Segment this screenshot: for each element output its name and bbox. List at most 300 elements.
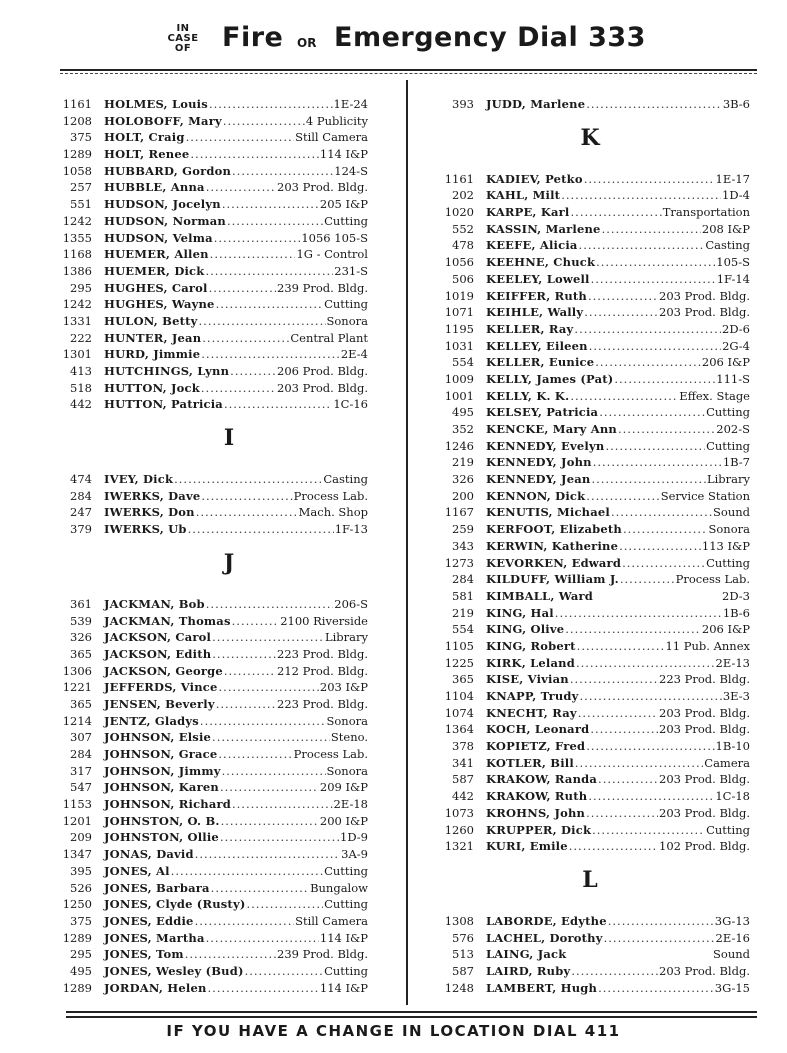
person-name: HUEMER, Dick — [104, 263, 205, 278]
location-text: Camera — [704, 755, 750, 770]
location-text: 203 Prod. Bldg. — [659, 305, 750, 320]
directory-entry — [440, 655, 750, 672]
extension-number: 317 — [70, 763, 92, 778]
extension-number: 209 — [70, 830, 92, 845]
extension-number: 551 — [70, 197, 92, 212]
person-name: JACKMAN, Bob — [104, 596, 205, 611]
person-name: HUDSON, Norman — [104, 213, 226, 228]
directory-entry — [58, 896, 368, 913]
directory-entry — [440, 771, 750, 788]
location-text: Sound — [713, 505, 750, 520]
location-text: 2E-16 — [715, 930, 750, 945]
extension-number: 375 — [70, 130, 92, 145]
leader-dots — [586, 805, 658, 822]
extension-number: 1289 — [62, 930, 92, 945]
location-text: Transportation — [662, 205, 750, 220]
extension-number: 1073 — [444, 805, 474, 820]
footer-rule — [66, 1011, 757, 1013]
directory-entry — [58, 113, 368, 130]
extension-number: 202 — [452, 188, 474, 203]
leader-dots — [185, 946, 276, 963]
directory-entry — [58, 488, 368, 505]
location-text: 1B-7 — [722, 455, 750, 470]
location-text: 223 Prod. Bldg. — [277, 696, 368, 711]
location-text: 209 I&P — [319, 780, 368, 795]
person-name: JUDD, Marlene — [486, 97, 586, 111]
leader-dots — [588, 288, 658, 305]
leader-dots — [201, 380, 276, 397]
person-name: JONES, Barbara — [104, 880, 210, 895]
leader-dots — [589, 338, 721, 355]
location-text: 2100 Riverside — [280, 613, 368, 628]
location-text: 203 Prod. Bldg. — [277, 180, 368, 195]
directory-entry — [58, 313, 368, 330]
directory-entry — [58, 863, 368, 880]
location-text: 1G - Control — [296, 247, 368, 262]
leader-dots — [584, 304, 658, 321]
directory-entry — [440, 605, 750, 622]
directory-entry — [58, 96, 368, 113]
leader-dots — [596, 254, 715, 271]
location-text: 203 Prod. Bldg. — [659, 705, 750, 720]
extension-number: 365 — [70, 646, 92, 661]
directory-entry — [440, 96, 750, 113]
person-name: KASSIN, Marlene — [486, 221, 601, 236]
person-name: HOLT, Renee — [104, 147, 190, 162]
leader-dots — [608, 913, 714, 930]
leader-dots — [206, 930, 319, 947]
leader-dots — [571, 204, 662, 221]
location-text: Cutting — [324, 963, 368, 978]
extension-number: 1386 — [62, 263, 92, 278]
person-name: JOHNSTON, O. B. — [104, 813, 220, 828]
leader-dots — [171, 863, 323, 880]
location-text: 3A-9 — [341, 847, 368, 862]
location-text: 203 Prod. Bldg. — [659, 772, 750, 787]
extension-number: 1214 — [62, 713, 92, 728]
location-text: Casting — [705, 238, 750, 253]
leader-dots — [201, 488, 292, 505]
person-name: HUEMER, Allen — [104, 247, 209, 262]
header-rule-dashed — [60, 73, 757, 74]
location-text: 231-S — [334, 263, 368, 278]
extension-number: 526 — [70, 880, 92, 895]
leader-dots — [595, 354, 701, 371]
location-text: Mach. Shop — [298, 505, 368, 520]
leader-dots — [605, 438, 705, 455]
leader-dots — [220, 779, 319, 796]
directory-entry — [58, 196, 368, 213]
leader-dots — [195, 913, 295, 930]
person-name: KOCH, Leonard — [486, 722, 590, 737]
leader-dots — [586, 738, 714, 755]
person-name: KOTLER, Bill — [486, 755, 574, 770]
location-text: Cutting — [706, 438, 750, 453]
person-name: KEEFE, Alicia — [486, 238, 578, 253]
person-name: KEIHLE, Wally — [486, 305, 584, 320]
section-letter: I — [223, 425, 235, 452]
extension-number: 552 — [452, 221, 474, 236]
leader-dots — [623, 521, 708, 538]
directory-entry — [58, 596, 368, 613]
extension-number: 1355 — [62, 230, 92, 245]
person-name: LACHEL, Dorothy — [486, 930, 603, 945]
extension-number: 1321 — [444, 839, 474, 854]
leader-dots — [586, 96, 722, 113]
extension-number: 365 — [452, 672, 474, 687]
leader-dots — [588, 788, 714, 805]
person-name: HUGHES, Carol — [104, 280, 208, 295]
directory-entry — [440, 838, 750, 855]
directory-entry — [58, 280, 368, 297]
person-name: KURI, Emile — [486, 839, 568, 854]
location-text: 203 Prod. Bldg. — [277, 380, 368, 395]
location-text: 3G-13 — [714, 913, 750, 928]
location-text: 114 I&P — [319, 147, 368, 162]
leader-dots — [580, 688, 722, 705]
location-text: 1D-4 — [722, 188, 750, 203]
leader-dots — [212, 729, 330, 746]
location-text: Cutting — [324, 213, 368, 228]
directory-entry — [58, 779, 368, 796]
directory-entry — [440, 204, 750, 221]
person-name: HULON, Betty — [104, 313, 198, 328]
location-text: 202-S — [716, 422, 750, 436]
leader-dots — [209, 280, 276, 297]
directory-entry — [440, 822, 750, 839]
extension-number: 365 — [70, 696, 92, 711]
person-name: KING, Robert — [486, 638, 576, 653]
directory-entry — [58, 813, 368, 830]
directory-entry — [440, 538, 750, 555]
extension-number: 1031 — [444, 338, 474, 353]
location-text: 203 Prod. Bldg. — [659, 288, 750, 303]
directory-entry — [58, 296, 368, 313]
directory-entry — [58, 829, 368, 846]
person-name: HOLT, Craig — [104, 130, 185, 145]
directory-entry — [440, 237, 750, 254]
leader-dots — [216, 696, 276, 713]
leader-dots — [216, 296, 324, 313]
location-text: 223 Prod. Bldg. — [659, 672, 750, 687]
location-text: Sonora — [326, 313, 368, 328]
location-text: 113 I&P — [701, 538, 750, 553]
leader-dots — [195, 846, 340, 863]
location-text: 105-S — [716, 255, 750, 270]
extension-number: 257 — [70, 180, 92, 195]
directory-entry — [440, 571, 750, 588]
location-text: 102 Prod. Bldg. — [659, 839, 750, 854]
section-letter: J — [223, 549, 235, 576]
location-text: 223 Prod. Bldg. — [277, 646, 368, 661]
location-text: Cutting — [706, 405, 750, 420]
extension-number: 1161 — [62, 97, 92, 111]
leader-dots — [201, 346, 340, 363]
location-text: Steno. — [330, 730, 368, 745]
extension-number: 395 — [70, 863, 92, 878]
leader-dots — [224, 663, 276, 680]
extension-number: 1221 — [62, 680, 92, 695]
directory-entry — [58, 946, 368, 963]
leader-dots — [565, 621, 701, 638]
leader-dots — [205, 263, 333, 280]
location-text: 1C-18 — [715, 789, 750, 804]
leader-dots — [570, 671, 658, 688]
extension-number: 259 — [452, 522, 474, 537]
person-name: JONES, Eddie — [104, 913, 194, 928]
leader-dots — [223, 113, 305, 130]
location-text: 203 Prod. Bldg. — [659, 963, 750, 978]
directory-entry — [440, 980, 750, 997]
case-text: CASE — [167, 33, 199, 44]
directory-entry — [440, 221, 750, 238]
person-name: HUBBARD, Gordon — [104, 163, 232, 178]
section-letter: L — [582, 866, 598, 893]
leader-dots — [590, 721, 658, 738]
leader-dots — [224, 396, 332, 413]
location-text: 203 I&P — [319, 680, 368, 695]
location-text: 206-S — [334, 596, 368, 611]
person-name: HUNTER, Jean — [104, 330, 202, 345]
directory-entry — [440, 930, 750, 947]
person-name: JONAS, David — [104, 847, 194, 862]
location-text: 2D-6 — [722, 321, 750, 336]
person-name: KILDUFF, William J. — [486, 572, 619, 587]
location-text: Sonora — [326, 713, 368, 728]
extension-number: 307 — [70, 730, 92, 745]
leader-dots — [570, 388, 678, 405]
leader-dots — [622, 555, 705, 572]
extension-number: 554 — [452, 622, 474, 637]
leader-dots — [576, 655, 715, 672]
directory-entry — [440, 304, 750, 321]
directory-entry — [440, 705, 750, 722]
emergency-title: Emergency Dial 333 — [334, 22, 646, 53]
directory-entry — [440, 755, 750, 772]
leader-dots — [561, 187, 721, 204]
directory-entry — [440, 338, 750, 355]
extension-number: 1225 — [444, 655, 474, 670]
person-name: KROHNS, John — [486, 805, 586, 820]
directory-entry — [58, 913, 368, 930]
directory-entry — [440, 354, 750, 371]
person-name: KELLER, Eunice — [486, 355, 595, 370]
location-text: 205 I&P — [319, 197, 368, 212]
leader-dots — [584, 171, 715, 188]
location-text: Cutting — [706, 822, 750, 837]
directory-entry — [440, 504, 750, 521]
directory-entry — [440, 471, 750, 488]
extension-number: 343 — [452, 538, 474, 553]
directory-entry — [58, 796, 368, 813]
directory-entry — [58, 880, 368, 897]
location-text: Library — [706, 472, 750, 487]
header-rule — [60, 69, 757, 71]
extension-number: 361 — [70, 596, 92, 611]
person-name: HUTTON, Jock — [104, 380, 200, 395]
directory-entry — [440, 588, 750, 605]
location-text: Process Lab. — [293, 488, 368, 503]
person-name: JACKSON, Edith — [104, 646, 212, 661]
person-name: IWERKS, Ub — [104, 522, 187, 537]
person-name: KAHL, Milt — [486, 188, 561, 203]
person-name: JACKSON, George — [104, 663, 223, 678]
person-name: KADIEV, Petko — [486, 171, 583, 186]
location-text: 1B-10 — [715, 739, 750, 754]
location-text: 2D-3 — [722, 588, 750, 603]
person-name: JEFFERDS, Vince — [104, 680, 218, 695]
directory-entry — [440, 187, 750, 204]
leader-dots — [598, 980, 714, 997]
location-text: 114 I&P — [319, 930, 368, 945]
directory-entry — [58, 663, 368, 680]
directory-entry — [440, 421, 750, 438]
location-text: Still Camera — [295, 913, 368, 928]
person-name: HUBBLE, Anna — [104, 180, 205, 195]
left-directory-column — [58, 96, 368, 996]
leader-dots — [214, 230, 301, 247]
extension-number: 547 — [70, 780, 92, 795]
location-text: 3B-6 — [722, 97, 750, 111]
extension-number: 1168 — [62, 247, 92, 262]
extension-number: 1020 — [444, 205, 474, 220]
location-text: Casting — [323, 472, 368, 487]
directory-entry — [58, 129, 368, 146]
page-header — [0, 18, 787, 62]
location-text: Cutting — [324, 897, 368, 912]
leader-dots — [202, 330, 289, 347]
extension-number: 576 — [452, 930, 474, 945]
location-text: 206 I&P — [701, 355, 750, 370]
directory-entry — [440, 321, 750, 338]
person-name: KIMBALL, Ward — [486, 588, 593, 603]
directory-entry — [440, 913, 750, 930]
person-name: KISE, Vivian — [486, 672, 569, 687]
person-name: JONES, Al — [104, 863, 170, 878]
extension-number: 1248 — [444, 980, 474, 995]
extension-number: 1289 — [62, 147, 92, 162]
leader-dots — [200, 713, 326, 730]
person-name: IWERKS, Dave — [104, 488, 201, 503]
location-text: 208 I&P — [701, 221, 750, 236]
directory-entry — [440, 404, 750, 421]
leader-dots — [571, 963, 658, 980]
directory-entry — [58, 980, 368, 997]
extension-number: 1167 — [444, 505, 474, 520]
person-name: JENTZ, Gladys — [104, 713, 199, 728]
extension-number: 587 — [452, 772, 474, 787]
leader-dots — [602, 221, 701, 238]
extension-number: 1289 — [62, 980, 92, 995]
directory-entry — [58, 930, 368, 947]
directory-entry — [440, 621, 750, 638]
column-divider — [406, 80, 408, 1005]
location-text: 1E-17 — [715, 171, 750, 186]
location-text: Process Lab. — [293, 747, 368, 761]
leader-dots — [188, 521, 334, 538]
person-name: LAIRD, Ruby — [486, 963, 571, 978]
in-text: IN — [176, 23, 190, 34]
location-text: Sound — [713, 947, 750, 962]
or-word: OR — [297, 36, 317, 50]
leader-dots — [222, 763, 326, 780]
leader-dots — [246, 896, 323, 913]
section-letter: K — [580, 124, 600, 151]
extension-number: 1104 — [444, 689, 474, 703]
location-text: 2E-18 — [333, 797, 368, 812]
location-text: 1F-14 — [716, 271, 750, 286]
directory-entry — [58, 471, 368, 488]
extension-number: 1071 — [444, 305, 474, 320]
leader-dots — [614, 371, 715, 388]
footer-notice: IF YOU HAVE A CHANGE IN LOCATION DIAL 411 — [166, 1022, 621, 1040]
extension-number: 1347 — [62, 847, 92, 862]
extension-number: 295 — [70, 947, 92, 962]
person-name: KERWIN, Katherine — [486, 538, 619, 553]
leader-dots — [206, 596, 334, 613]
fire-word: Fire — [222, 22, 284, 53]
leader-dots — [569, 838, 658, 855]
extension-number: 1246 — [444, 438, 474, 453]
extension-number: 1001 — [444, 388, 474, 403]
extension-number: 378 — [452, 739, 474, 754]
person-name: KEELEY, Lowell — [486, 271, 590, 286]
person-name: KEEHNE, Chuck — [486, 255, 596, 270]
leader-dots — [220, 829, 339, 846]
person-name: JOHNSON, Karen — [104, 780, 219, 795]
location-text: 206 Prod. Bldg. — [277, 364, 368, 378]
leader-dots — [579, 237, 705, 254]
location-text: 1F-13 — [334, 522, 368, 537]
right-directory-column — [440, 96, 750, 996]
directory-entry — [440, 738, 750, 755]
extension-number: 474 — [70, 472, 92, 487]
location-text: 239 Prod. Bldg. — [277, 947, 368, 962]
location-text: 2E-4 — [340, 347, 368, 362]
person-name: JONES, Martha — [104, 930, 205, 945]
leader-dots — [196, 504, 298, 521]
location-text: 2E-13 — [715, 655, 750, 670]
location-text: 1B-6 — [722, 605, 750, 620]
directory-entry — [58, 846, 368, 863]
location-text: 1D-9 — [340, 830, 368, 845]
directory-entry — [58, 613, 368, 630]
extension-number: 375 — [70, 913, 92, 928]
extension-number: 495 — [70, 963, 92, 978]
extension-number: 478 — [452, 238, 474, 253]
person-name: KELSEY, Patricia — [486, 405, 599, 420]
person-name: JONES, Wesley (Bud) — [104, 963, 244, 978]
directory-entry — [58, 679, 368, 696]
person-name: KENNEDY, John — [486, 455, 592, 470]
person-name: JOHNSON, Jimmy — [104, 763, 221, 778]
directory-entry — [58, 646, 368, 663]
directory-entry — [58, 213, 368, 230]
directory-entry — [58, 330, 368, 347]
extension-number: 1201 — [62, 813, 92, 828]
location-text: Central Plant — [290, 330, 368, 345]
directory-entry — [58, 246, 368, 263]
location-text: Library — [324, 630, 368, 645]
leader-dots — [586, 488, 659, 505]
extension-number: 1260 — [444, 822, 474, 837]
location-text: Cutting — [706, 555, 750, 570]
extension-number: 587 — [452, 963, 474, 978]
extension-number: 1056 — [444, 255, 474, 270]
leader-dots — [593, 454, 722, 471]
directory-entry — [58, 380, 368, 397]
person-name: HOLMES, Louis — [104, 97, 208, 111]
